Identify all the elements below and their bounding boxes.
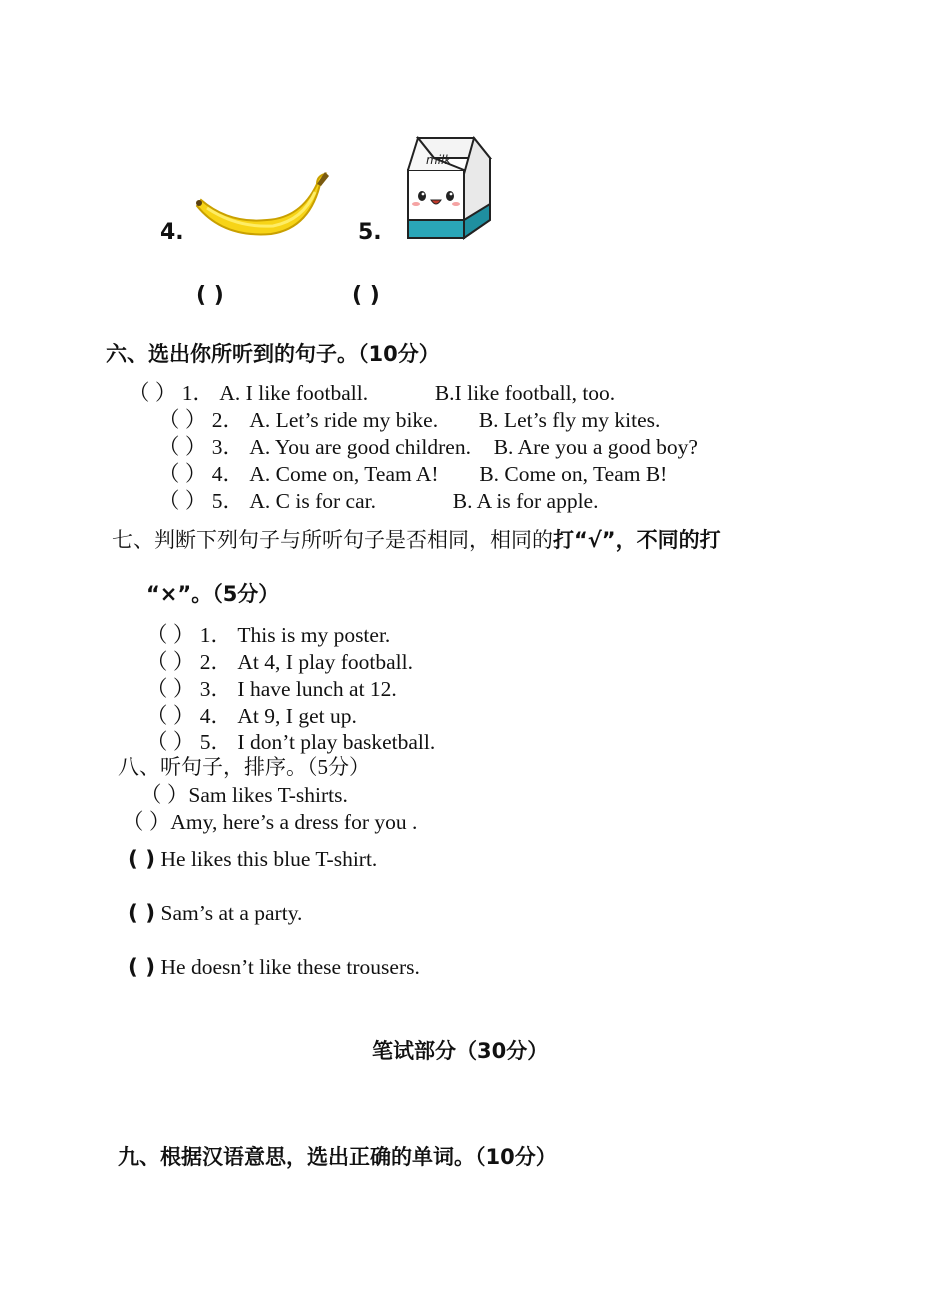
option-a: A. I like football. xyxy=(219,381,369,405)
item-text: This is my poster. xyxy=(237,623,391,647)
carton-cheek-left xyxy=(412,202,420,206)
item-number: 1． xyxy=(181,381,215,405)
section9-title: 九、根据汉语意思，选出正确的单词。（10分） xyxy=(118,1145,557,1169)
answer-blank[interactable]: （ ） xyxy=(128,381,177,405)
section6-item-5 xyxy=(158,484,598,515)
banana-tip xyxy=(196,200,202,206)
option-a: A. Come on, Team A! xyxy=(249,462,439,486)
carton-label: milk xyxy=(426,153,452,167)
picture-number-5: 5. xyxy=(358,220,382,245)
banana-image xyxy=(193,166,333,246)
item-text: He likes this blue T-shirt. xyxy=(160,847,378,871)
item-text: He doesn’t like these trousers. xyxy=(160,955,420,979)
section8-item-3 xyxy=(128,847,377,872)
option-b: B.I like football, too. xyxy=(434,381,616,405)
section7-title-plain: 七、判断下列句子与所听句子是否相同，相同的 xyxy=(112,528,553,552)
section8-item-4 xyxy=(128,901,302,926)
item-number: 2． xyxy=(211,408,245,432)
answer-blank[interactable]: （ ） xyxy=(158,435,207,459)
section7-title xyxy=(112,524,721,554)
item-number: 4． xyxy=(199,704,233,728)
picture-blank-5[interactable]: ( ) xyxy=(352,283,380,308)
item-text: Sam likes T-shirts. xyxy=(188,783,348,807)
option-b: B. A is for apple. xyxy=(452,489,599,513)
section8-item-2 xyxy=(122,805,417,836)
answer-blank[interactable]: ( ) xyxy=(128,955,156,980)
item-number: 3． xyxy=(199,677,233,701)
item-number: 4． xyxy=(211,462,245,486)
item-text: At 9, I get up. xyxy=(237,704,357,728)
section8-item-5 xyxy=(128,955,420,980)
picture-number-4: 4. xyxy=(160,220,184,245)
item-text: I don’t play basketball. xyxy=(237,730,436,754)
answer-blank[interactable]: ( ) xyxy=(128,901,156,926)
carton-band-front xyxy=(408,220,464,238)
section6-title: 六、选出你所听到的句子。（10分） xyxy=(106,342,440,366)
answer-blank[interactable]: （ ） xyxy=(146,677,195,701)
option-b: B. Are you a good boy? xyxy=(493,435,698,459)
carton-eye-right xyxy=(446,191,454,201)
answer-blank[interactable]: （ ） xyxy=(146,730,195,754)
item-number: 1． xyxy=(199,623,233,647)
option-b: B. Come on, Team B! xyxy=(479,462,668,486)
option-a: A. C is for car. xyxy=(249,489,376,513)
item-number: 3． xyxy=(211,435,245,459)
answer-blank[interactable]: （ ） xyxy=(158,408,207,432)
item-number: 5． xyxy=(211,489,245,513)
answer-blank[interactable]: （ ） xyxy=(146,704,195,728)
answer-blank[interactable]: （ ） xyxy=(146,650,195,674)
item-text: Amy, here’s a dress for you . xyxy=(170,810,418,834)
item-text: I have lunch at 12. xyxy=(237,677,397,701)
item-text: At 4, I play football. xyxy=(237,650,413,674)
section8-title: 八、听句子，排序。（5分） xyxy=(118,755,370,779)
answer-blank[interactable]: （ ） xyxy=(158,462,207,486)
picture-blank-4[interactable]: ( ) xyxy=(196,283,224,308)
option-b: B. Let’s fly my kites. xyxy=(478,408,661,432)
milk-carton-image xyxy=(404,134,494,244)
answer-blank[interactable]: ( ) xyxy=(128,847,156,872)
item-number: 5． xyxy=(199,730,233,754)
option-a: A. Let’s ride my bike. xyxy=(249,408,439,432)
carton-cheek-right xyxy=(452,202,460,206)
carton-eye-left xyxy=(418,191,426,201)
section7-title-bold: 打“√”，不同的打 xyxy=(553,528,721,552)
written-part-title: 笔试部分（30分） xyxy=(372,1039,549,1063)
item-number: 2． xyxy=(199,650,233,674)
option-a: A. You are good children. xyxy=(249,435,471,459)
answer-blank[interactable]: （ ） xyxy=(122,810,171,834)
answer-blank[interactable]: （ ） xyxy=(158,489,207,513)
answer-blank[interactable]: （ ） xyxy=(146,623,195,647)
item-text: Sam’s at a party. xyxy=(160,901,303,925)
answer-blank[interactable]: （ ） xyxy=(140,783,189,807)
section7-title-line2: “×”。（5分） xyxy=(146,582,280,606)
